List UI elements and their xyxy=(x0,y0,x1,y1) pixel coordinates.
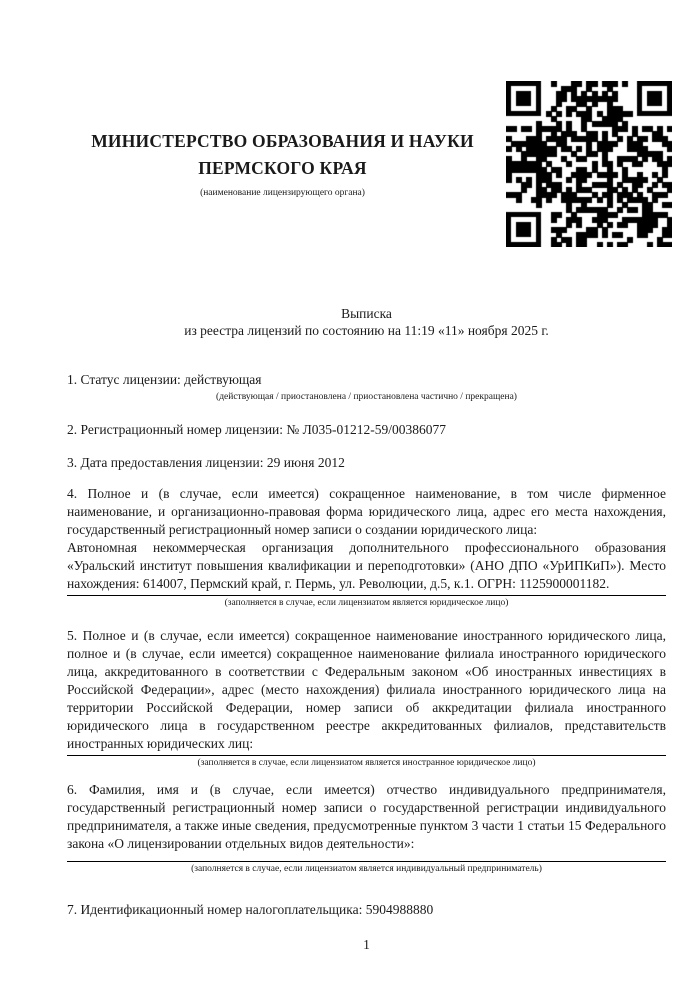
item-grant-date xyxy=(67,454,666,472)
page-number: 1 xyxy=(363,937,370,952)
rule-legal-entity xyxy=(67,595,666,596)
item-license-status xyxy=(67,371,666,389)
entrepreneur-label: 6. Фамилия, имя и (в случае, если имеется) отчество индивидуального предпринимателя, государственный регистрационный номер записи о государственной регистрации индивидуального предпринимателя, а также иные сведения, предусмотренные пунктом 3 части 1 статьи 15 Федерального закона «О лицензировании отдельных видов деятельности»: xyxy=(67,782,666,851)
grant-date-text: 3. Дата предоставления лицензии: 29 июня 2012 xyxy=(67,455,345,470)
item-foreign-entity xyxy=(67,627,666,753)
foreign-entity-label: 5. Полное и (в случае, если имеется) сокращенное наименование иностранного юридического лица, полное и (в случае, если имеется) сокращенное наименование филиала иностранного юридического лица, аккредитованного в соответствии с Федеральным законом «Об иностранных инвестициях в Российской Федерации», адрес (место нахождения) филиала иностранного юридического лица на территории Российской Федерации, номер записи об аккредитации филиала иностранного юридического лица в государственном реестре аккредитованных филиалов, представительств иностранных юридических лиц: xyxy=(67,628,666,751)
ministry-name-line2: ПЕРМСКОГО КРАЯ xyxy=(198,158,367,178)
item-legal-entity xyxy=(67,485,666,593)
foreign-entity-fill-caption: (заполняется в случае, если лицензиатом является иностранное юридическое лицо) xyxy=(197,758,536,768)
license-status-text: 1. Статус лицензии: действующая xyxy=(67,372,262,387)
item-entrepreneur xyxy=(67,781,666,853)
rule-entrepreneur xyxy=(67,861,666,862)
taxpayer-id-text: 7. Идентификационный номер налогоплательщика: 5904988880 xyxy=(67,902,434,917)
ministry-name-line1: МИНИСТЕРСТВО ОБРАЗОВАНИЯ И НАУКИ xyxy=(91,131,474,151)
entrepreneur-fill-caption: (заполняется в случае, если лицензиатом является индивидуальный предприниматель) xyxy=(191,864,542,874)
legal-entity-value: Автономная некоммерческая организация дополнительного профессионального образования «Уральский институт повышения квалификации и переподготовки» (АНО ДПО «УрИПКиП»). Место нахождения: 614007, Пермский край, г. Пермь, ул. Революции, д.5, к.1. ОГРН: 1125900001182. xyxy=(67,540,666,591)
legal-entity-fill-caption: (заполняется в случае, если лицензиатом является юридическое лицо) xyxy=(224,598,509,608)
registration-number-text: 2. Регистрационный номер лицензии: № Л035-01212-59/00386077 xyxy=(67,422,447,437)
legal-entity-label: 4. Полное и (в случае, если имеется) сокращенное наименование, в том числе фирменное наименование, и организационно-правовая форма юридического лица, адрес его места нахождения, государственный регистрационный номер записи о создании юридического лица: xyxy=(67,486,666,537)
item-registration-number xyxy=(67,421,666,439)
document-title-line1: Выписка xyxy=(341,306,392,321)
license-status-options-caption: (действующая / приостановлена / приостановлена частично / прекращена) xyxy=(216,392,517,402)
issuing-authority-caption: (наименование лицензирующего органа) xyxy=(200,188,365,198)
item-taxpayer-id xyxy=(67,901,666,919)
document-title xyxy=(67,305,666,339)
document-title-line2: из реестра лицензий по состоянию на 11:19 «11» ноября 2025 г. xyxy=(184,323,549,338)
rule-foreign-entity xyxy=(67,755,666,756)
